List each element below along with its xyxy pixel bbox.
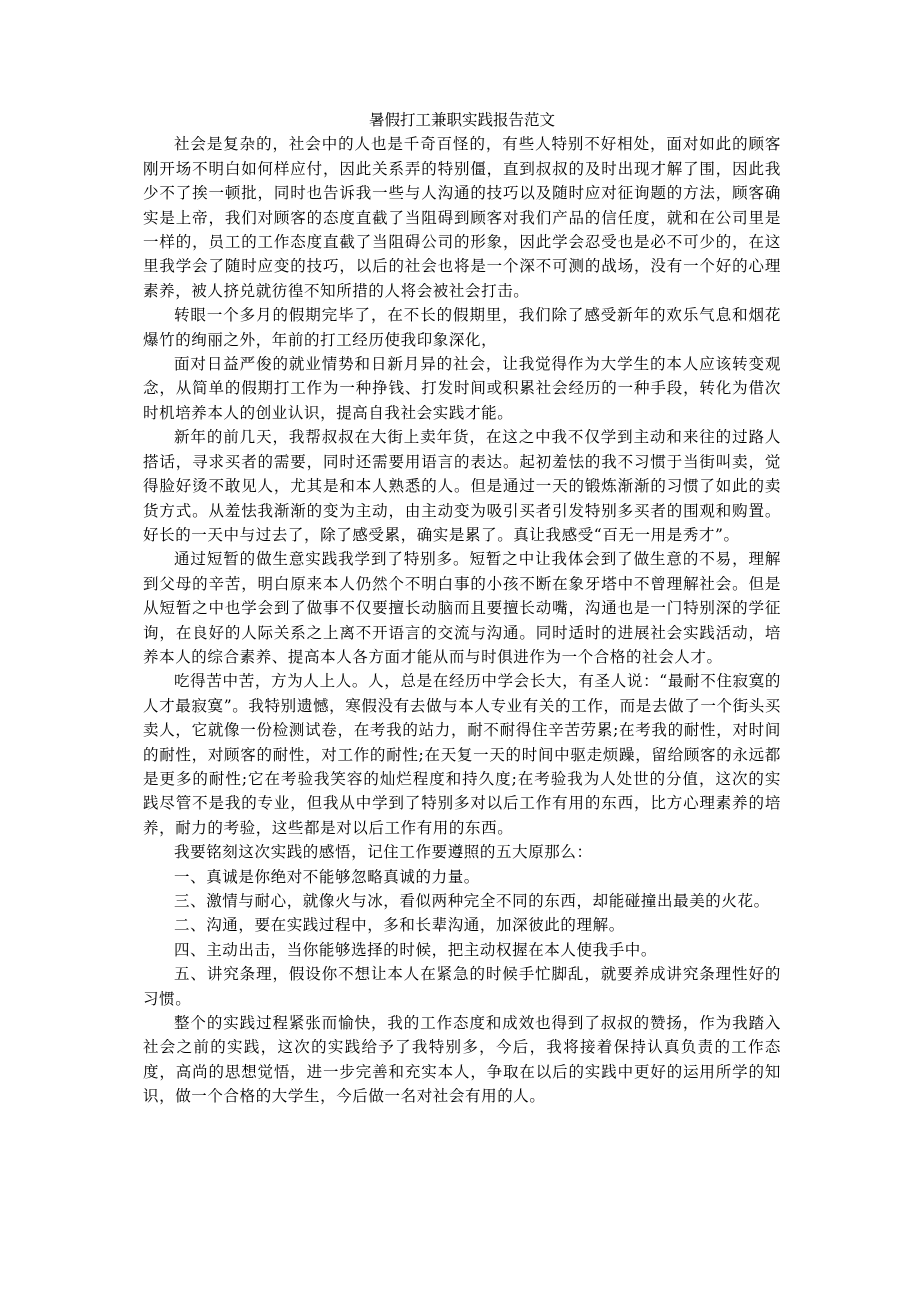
paragraph-4: 新年的前几天，我帮叔叔在大街上卖年货，在这之中我不仅学到主动和来往的过路人搭话，寻求买者的需要，同时还需要用语言的表达。起初羞怯的我不习惯于当街叫卖，觉得脸好烫不敢见人，尤其是和本人熟悉的人。但是通过一天的锻炼渐渐的习惯了如此的卖货方式。从羞怯我渐渐的变为主动，由主动变为吸引买者引发特别多买者的围观和购置。好长的一天中与过去了，除了感受累，确实是累了。真让我感受“百无一用是秀才”。 (143, 428, 781, 544)
list-item-2: 二、沟通，要在实践过程中，多和长辈沟通，加深彼此的理解。 (174, 916, 625, 935)
paragraph-3: 面对日益严俊的就业情势和日新月异的社会，让我觉得作为大学生的本人应该转变观念，从简单的假期打工作为一种挣钱、打发时间或积累社会经历的一种手段，转化为借次时机培养本人的创业认识，提高自我社会实践才能。 (143, 355, 781, 422)
list-item-3: 三、激情与耐心，就像火与冰，看似两种完全不同的东西，却能碰撞出最美的火花。 (174, 892, 770, 910)
paragraph-conclusion: 整个的实践过程紧张而愉快，我的工作态度和成效也得到了叔叔的赞扬，作为我踏入社会之前的实践，这次的实践给予了我特别多，今后，我将接着保持认真负责的工作态度，高尚的思想觉悟，进一步完善和充实本人，争取在以后的实践中更好的运用所学的知识，做一个合格的大学生，今后做一名对社会有用的人。 (143, 1014, 781, 1106)
list-item-1: 一、真诚是你绝对不能够忽略真诚的力量。 (174, 867, 480, 886)
paragraph-7: 我要铭刻这次实践的感悟，记住工作要遵照的五大原那么： (174, 843, 593, 862)
document-title: 暑假打工兼职实践报告范文 (368, 111, 555, 129)
list-item-4: 四、主动出击，当你能够选择的时候，把主动权握在本人使我手中。 (174, 940, 658, 959)
paragraph-5: 通过短暂的做生意实践我学到了特别多。短暂之中让我体会到了做生意的不易，理解到父母的辛苦，明白原来本人仍然个不明白事的小孩不断在象牙塔中不曾理解社会。但是从短暂之中也学会到了做事不仅要擅长动脑而且要擅长动嘴，沟通也是一门特别深的学征询，在良好的人际关系之上离不开语言的交流与沟通。同时适时的进展社会实践活动，培养本人的综合素养、提高本人各方面才能从而与时俱进作为一个合格的社会人才。 (143, 550, 781, 666)
paragraph-6: 吃得苦中苦，方为人上人。人，总是在经历中学会长大，有圣人说：“最耐不住寂寞的人才最寂寞”。我特别遗憾，寒假没有去做与本人专业有关的工作，而是去做了一个街头买卖人，它就像一份检测试卷，在考我的站力，耐不耐得住辛苦劳累;在考我的耐性，对时间的耐性，对顾客的耐性，对工作的耐性;在天复一天的时间中驱走烦躁，留给顾客的永远都是更多的耐性;它在考验我笑容的灿烂程度和持久度;在考验我为人处世的分值，这次的实践尽管不是我的专业，但我从中学到了特别多对以后工作有用的东西，比方心理素养的培养，耐力的考验，这些都是对以后工作有用的东西。 (143, 672, 781, 837)
paragraph-1: 社会是复杂的，社会中的人也是千奇百怪的，有些人特别不好相处，面对如此的顾客刚开场不明白如何样应付，因此关系弄的特别僵，直到叔叔的及时出现才解了围，因此我少不了挨一顿批，同时也告诉我一些与人沟通的技巧以及随时应对征询题的方法，顾客确实是上帝，我们对顾客的态度直截了当阻碍到顾客对我们产品的信任度，就和在公司里是一样的，员工的工作态度直截了当阻碍公司的形象，因此学会忍受也是必不可少的，在这里我学会了随时应变的技巧，以后的社会也将是一个深不可测的战场，没有一个好的心理素养，被人挤兑就彷徨不知所措的人将会被社会打击。 (143, 135, 781, 300)
document-page (143, 108, 781, 1109)
paragraph-2: 转眼一个多月的假期完毕了，在不长的假期里，我们除了感受新年的欢乐气息和烟花爆竹的绚丽之外，年前的打工经历使我印象深化， (143, 306, 781, 349)
list-item-5: 五、讲究条理，假设你不想让本人在紧急的时候手忙脚乱，就要养成讲究条理性好的习惯。 (143, 965, 781, 1008)
